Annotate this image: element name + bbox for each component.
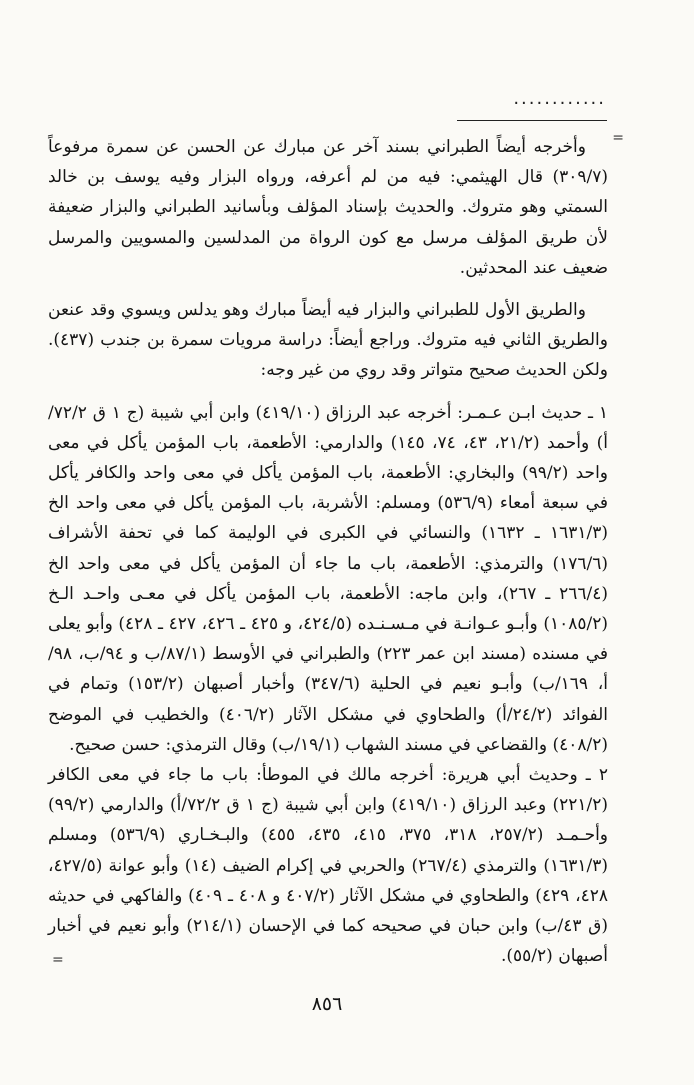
continuation-mark-bottom: =: [52, 952, 64, 968]
footnote-text: [48, 132, 608, 971]
paragraph-tabarani-chain: وأخرجه أيضاً الطبراني بسند آخر عن مبارك عن الحسن عن سمرة مرفوعاً (٣٠٩/٧) قال الهيثمي: فيه من لم أعرفه، ورواه البزار وفيه يوسف بن خالد السمتي وهو متروك. والحديث بإسناد المؤلف وبأسانيد الطبراني والبزار ضعيفة لأن طريق المؤلف مرسل مع كون الرواة من المدلسين والمسويين والمرسل ضعيف عند المحدثين.: [48, 137, 608, 278]
paragraph-abu-hurayra-hadith: ٢ ـ وحديث أبي هريرة: أخرجه مالك في الموطأ: باب ما جاء في معى الكافر (٢٢١/٢) وعبد الرزاق (٤١٩/١٠) وابن أبي شيبة (ج ١ ق ٧٢/٢/أ) والدارمي (٩٩/٢) وأحـمـد (٢٥٧/٢، ٣١٨، ٣٧٥، ٤١٥، ٤٣٥، ٤٥٥) والبـخـاري (٥٣٦/٩) ومسلم (١٦٣١/٣) والترمذي (٢٦٧/٤) والحربي في إكرام الضيف (١٤) وأبو عوانة (٤٢٧/٥، ٤٢٨، ٤٢٩) والطحاوي في مشكل الآثار (٤٠٧/٢ و ٤٠٨ ـ ٤٠٩) والفاكهي في حديثه (ق ٤٣/ب) وابن حبان في صحيحه كما في الإحسان (٢١٤/١) وأبو نعيم في أخبار أصبهان (٥٥/٢).: [48, 765, 609, 967]
continuation-mark-top: =: [612, 130, 624, 146]
paragraph-first-route: والطريق الأول للطبراني والبزار فيه أيضاً مبارك وهو يدلس ويسوي وقد عنعن والطريق الثاني فيه متروك. وراجع أيضاً: دراسة مرويات سمرة بن جندب (٤٣٧). ولكن الحديث صحيح متواتر وقد روي من غير وجه:: [48, 300, 608, 381]
paragraph-ibn-umar-hadith: ١ ـ حديث ابـن عـمـر: أخرجه عبد الرزاق (٤١٩/١٠) وابن أبي شيبة (ج ١ ق ٧٢/٢/أ) وأحمد (٢١/٢، ٤٣، ٧٤، ١٤٥) والدارمي: الأطعمة، باب المؤمن يأكل في معى واحد (٩٩/٢) والبخاري: الأطعمة، باب المؤمن يأكل في معى واحد والكافر يأكل في سبعة أمعاء (٥٣٦/٩) ومسلم: الأشربة، باب المؤمن يأكل في معى واحد الخ (١٦٣١/٣ ـ ١٦٣٢) والنسائي في الكبرى في الوليمة كما في تحفة الأشراف (١٧٦/٦) والترمذي: الأطعمة، باب ما جاء أن المؤمن يأكل في معى واحد الخ (٢٦٦/٤ ـ ٢٦٧)، وابن ماجه: الأطعمة، باب المؤمن يأكل في معـى واحـد الـخ (١٠٨٥/٢) وأبـو عـوانـة في مـسـنـده (٤٢٤/٥، و ٤٢٥ ـ ٤٢٦، ٤٢٧ ـ ٤٢٨) وأبو يعلى في مسنده (مسند ابن عمر ٢٢٣) والطبراني في الأوسط (٨٧/١/ب و ٩٤/ب، ٩٨/أ، ١٦٩/ب) وأبـو نعيم في الحلية (٣٤٧/٦) وأخبار أصبهان (١٥٣/٢) وتمام في الفوائد (٢٤/٢/أ) والطحاوي في مشكل الآثار (٤٠٦/٢) والخطيب في الموضح (٤٠٨/٢) والقضاعي في مسند الشهاب (١٩/١/ب) وقال الترمذي: حسن صحيح.: [48, 402, 609, 755]
header-dots: ............: [513, 88, 606, 109]
page-number: ٨٥٦: [311, 993, 343, 1015]
footnote-rule: [457, 120, 607, 121]
